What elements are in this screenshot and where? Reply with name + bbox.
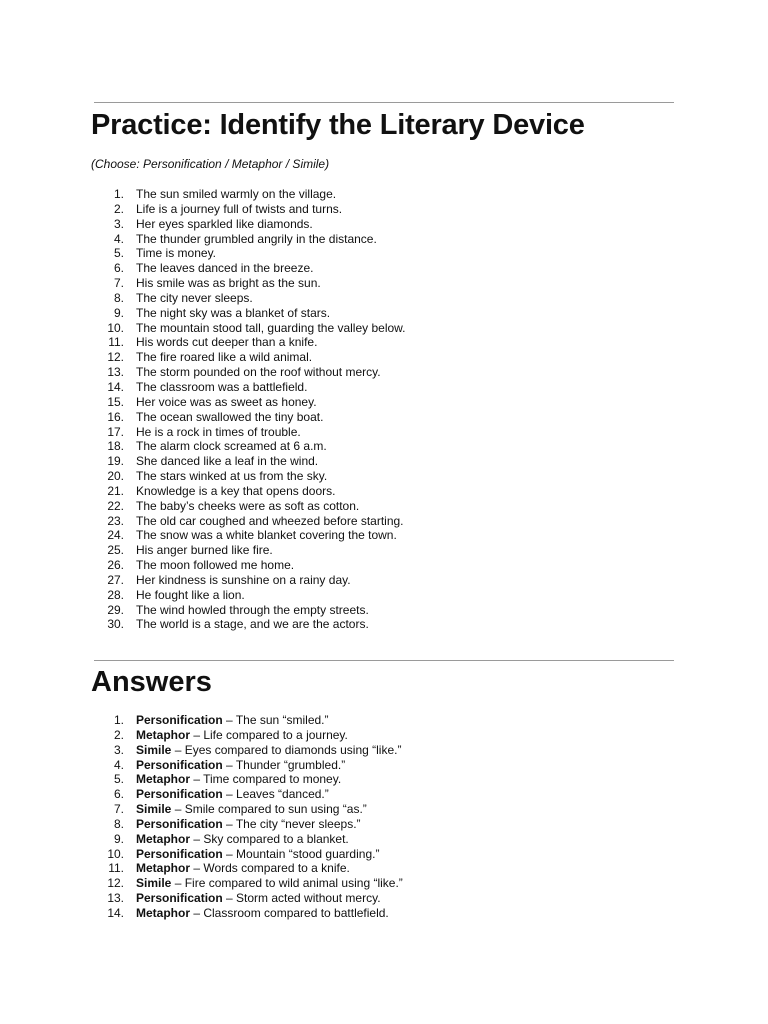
question-number: 29. xyxy=(107,602,124,617)
question-number: 16. xyxy=(107,409,124,424)
answer-device: Personification xyxy=(136,713,223,727)
question-text: The city never sleeps. xyxy=(136,290,253,305)
answer-number: 6. xyxy=(113,787,124,802)
answer-explanation: – Classroom compared to battlefield. xyxy=(190,905,389,920)
answer-number: 2. xyxy=(113,727,124,742)
question-text: His words cut deeper than a knife. xyxy=(136,335,318,350)
answer-explanation: – Leaves “danced.” xyxy=(222,787,329,802)
answer-device: Personification xyxy=(136,891,223,906)
question-text: The night sky was a blanket of stars. xyxy=(136,305,331,320)
question-number: 15. xyxy=(107,394,124,409)
question-number: 9. xyxy=(113,305,124,320)
question-text: Her kindness is sunshine on a rainy day. xyxy=(136,572,351,587)
answer-device: Personification xyxy=(136,816,223,831)
answers-title: Answers xyxy=(91,666,212,698)
question-number: 11. xyxy=(108,335,124,350)
answer-text xyxy=(136,817,361,832)
question-text: The alarm clock screamed at 6 a.m. xyxy=(136,439,327,454)
answer-explanation: – The city “never sleeps.” xyxy=(222,816,361,831)
question-number: 7. xyxy=(113,276,124,291)
answer-explanation: – Mountain “stood guarding.” xyxy=(222,846,380,861)
question-number: 28. xyxy=(107,587,124,602)
answer-number: 3. xyxy=(113,742,124,757)
answer-text xyxy=(136,758,345,773)
question-text: The wind howled through the empty streets. xyxy=(136,602,369,617)
answer-number: 12. xyxy=(107,876,124,891)
section-divider xyxy=(94,660,674,661)
question-text: He fought like a lion. xyxy=(136,587,245,602)
top-divider xyxy=(94,102,674,103)
question-text: The snow was a white blanket covering the town. xyxy=(136,528,397,543)
answer-device: Metaphor xyxy=(136,772,190,787)
question-text: The leaves danced in the breeze. xyxy=(136,261,314,276)
question-number: 18. xyxy=(107,439,124,454)
question-number: 27. xyxy=(107,572,124,587)
answer-device: Metaphor xyxy=(136,727,190,742)
answer-number: 4. xyxy=(113,757,124,772)
answer-text xyxy=(136,832,349,847)
answer-text xyxy=(136,861,350,876)
question-number: 26. xyxy=(107,558,124,573)
question-number: 17. xyxy=(107,424,124,439)
question-number: 1. xyxy=(113,187,124,201)
question-text: His smile was as bright as the sun. xyxy=(136,276,321,291)
answer-text xyxy=(136,772,341,787)
practice-title: Practice: Identify the Literary Device xyxy=(91,109,585,141)
question-text: Knowledge is a key that opens doors. xyxy=(136,483,336,498)
question-text: The classroom was a battlefield. xyxy=(136,379,308,394)
answer-text xyxy=(136,906,389,921)
question-number: 23. xyxy=(107,513,124,528)
answer-device: Personification xyxy=(136,787,223,802)
answer-number: 1. xyxy=(113,713,124,727)
question-number: 24. xyxy=(107,528,124,543)
question-number: 2. xyxy=(113,201,124,216)
question-number: 13. xyxy=(107,365,124,380)
question-text: The moon followed me home. xyxy=(136,558,295,573)
question-number: 6. xyxy=(113,261,124,276)
question-text: The old car coughed and wheezed before starting. xyxy=(136,513,404,528)
answer-device: Simile xyxy=(136,742,172,757)
answer-number: 11. xyxy=(108,861,124,876)
question-number: 10. xyxy=(107,320,124,335)
answer-device: Simile xyxy=(136,802,172,817)
question-number: 4. xyxy=(113,231,124,246)
question-number: 3. xyxy=(113,216,124,231)
question-number: 22. xyxy=(107,498,124,513)
question-text: The storm pounded on the roof without mercy. xyxy=(136,365,381,380)
answer-number: 5. xyxy=(113,772,124,787)
question-text: His anger burned like fire. xyxy=(136,543,273,558)
answer-text xyxy=(136,743,401,758)
answer-explanation: – Thunder “grumbled.” xyxy=(222,757,346,772)
answer-explanation: – Storm acted without mercy. xyxy=(222,891,381,906)
question-number: 20. xyxy=(107,469,124,484)
answer-explanation: – Sky compared to a blanket. xyxy=(190,831,349,846)
answer-device: Metaphor xyxy=(136,831,190,846)
question-number: 12. xyxy=(107,350,124,365)
answer-device: Metaphor xyxy=(136,905,190,920)
answer-text xyxy=(136,728,348,743)
answer-text xyxy=(136,891,381,906)
practice-instructions: (Choose: Personification / Metaphor / Simile) xyxy=(91,157,330,171)
question-text: The fire roared like a wild animal. xyxy=(136,350,313,365)
question-text: She danced like a leaf in the wind. xyxy=(136,454,319,469)
question-number: 5. xyxy=(113,246,124,261)
question-text: The mountain stood tall, guarding the valley below. xyxy=(136,320,406,335)
question-text: The thunder grumbled angrily in the distance. xyxy=(136,231,377,246)
question-number: 8. xyxy=(113,290,124,305)
answer-device: Metaphor xyxy=(136,861,190,876)
answer-explanation: – Life compared to a journey. xyxy=(190,727,348,742)
answer-number: 10. xyxy=(107,846,124,861)
question-number: 25. xyxy=(107,543,124,558)
answer-number: 13. xyxy=(107,891,124,906)
question-text: The ocean swallowed the tiny boat. xyxy=(136,409,324,424)
answer-text xyxy=(136,787,329,802)
answer-explanation: – Time compared to money. xyxy=(190,772,342,787)
answer-number: 8. xyxy=(113,816,124,831)
question-text: The stars winked at us from the sky. xyxy=(136,469,328,484)
question-number: 14. xyxy=(107,379,124,394)
question-text: He is a rock in times of trouble. xyxy=(136,424,301,439)
answer-explanation: – The sun “smiled.” xyxy=(222,713,329,727)
question-number: 30. xyxy=(107,617,124,632)
answer-device: Personification xyxy=(136,757,223,772)
answer-text xyxy=(136,876,403,891)
answer-explanation: – Fire compared to wild animal using “like.” xyxy=(171,876,403,891)
answer-text xyxy=(136,713,329,728)
question-number: 19. xyxy=(107,454,124,469)
answer-number: 14. xyxy=(107,905,124,920)
question-text: The world is a stage, and we are the actors. xyxy=(136,617,369,632)
question-number: 21. xyxy=(107,483,124,498)
answer-explanation: – Words compared to a knife. xyxy=(190,861,350,876)
answer-text xyxy=(136,802,367,817)
question-text: The baby’s cheeks were as soft as cotton. xyxy=(136,498,360,513)
question-text: Time is money. xyxy=(136,246,217,261)
question-text: Her voice was as sweet as honey. xyxy=(136,394,317,409)
answer-number: 7. xyxy=(113,802,124,817)
answer-explanation: – Smile compared to sun using “as.” xyxy=(171,802,367,817)
answer-device: Personification xyxy=(136,846,223,861)
answer-device: Simile xyxy=(136,876,172,891)
answer-explanation: – Eyes compared to diamonds using “like.” xyxy=(171,742,402,757)
question-text: The sun smiled warmly on the village. xyxy=(136,187,337,201)
answer-number: 9. xyxy=(113,831,124,846)
question-text: Life is a journey full of twists and turns. xyxy=(136,201,343,216)
question-text: Her eyes sparkled like diamonds. xyxy=(136,216,313,231)
answer-text xyxy=(136,847,379,862)
